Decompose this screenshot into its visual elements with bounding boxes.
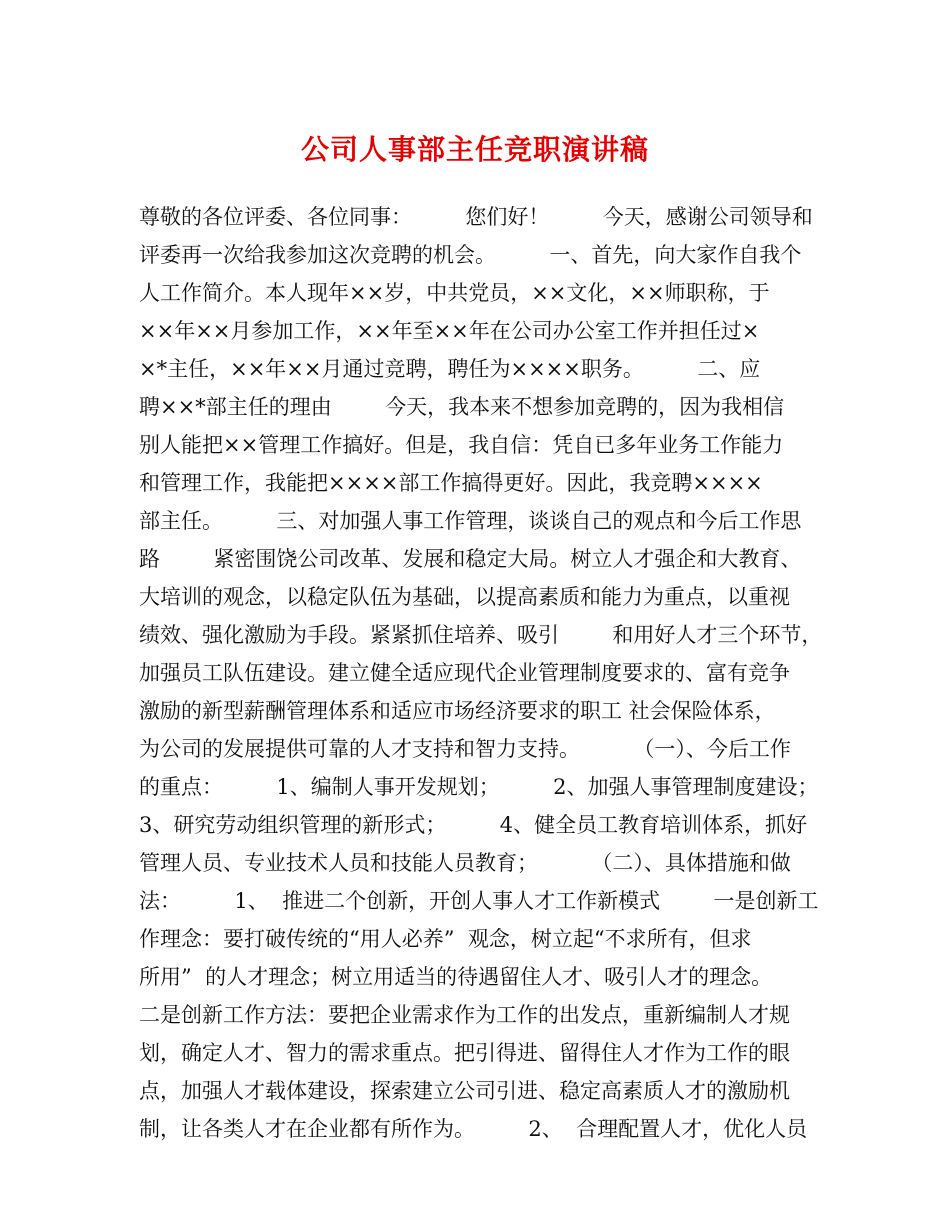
document-body xyxy=(139,198,839,1148)
body-line: ××年××月参加工作，××年至××年在公司办公室工作并担任过× xyxy=(139,319,760,343)
body-line: 绩效、强化激励为手段。紧紧抓住培养、吸引 和用好人才三个环节， xyxy=(139,623,823,647)
body-line: 制，让各类人才在企业都有所作为。 2、 合理配置人才，优化人员 xyxy=(139,1117,808,1141)
body-line: 划，确定人才、智力的需求重点。把引得进、留得住人才作为工作的眼 xyxy=(139,1041,790,1065)
body-line: 部主任。 三、对加强人事工作管理，谈谈自己的观点和今后工作思 xyxy=(139,509,802,533)
body-line: 法： 1、 推进二个创新，开创人事人才工作新模式 一是创新工 xyxy=(139,889,819,913)
body-line: 路 紧密围饶公司改革、发展和稳定大局。树立人才强企和大教育、 xyxy=(139,547,802,571)
body-line: 为公司的发展提供可靠的人才支持和智力支持。 （一）、今后工作 xyxy=(139,737,791,761)
document-title: 公司人事部主任竞职演讲稿 xyxy=(300,133,649,166)
body-line: 二是创新工作方法：要把企业需求作为工作的出发点，重新编制人才规 xyxy=(139,1003,790,1027)
body-line: 和管理工作，我能把××××部工作搞得更好。因此，我竞聘×××× xyxy=(139,471,763,495)
body-line: 加强员工队伍建设。建立健全适应现代企业管理制度要求的、富有竞争 xyxy=(139,661,790,685)
body-line: 人工作简介。本人现年××岁，中共党员，××文化，××师职称，于 xyxy=(139,281,770,305)
body-line: 作理念：要打破传统的“用人必养” 观念，树立起“不求所有，但求 xyxy=(139,927,752,951)
body-line: 管理人员、专业技术人员和技能人员教育； （二）、具体措施和做 xyxy=(139,851,791,875)
body-line: 所用” 的人才理念；树立用适当的待遇留住人才、吸引人才的理念。 xyxy=(139,965,773,989)
body-line: 别人能把××管理工作搞好。但是，我自信：凭自已多年业务工作能力 xyxy=(139,433,784,457)
body-line: 激励的新型薪酬管理体系和适应市场经济要求的职工 社会保险体系， xyxy=(139,699,776,723)
body-line: 3、研究劳动组织管理的新形式； 4、健全员工教育培训体系，抓好 xyxy=(139,813,808,837)
body-line: 的重点： 1、编制人事开发规划； 2、加强人事管理制度建设； xyxy=(139,775,819,799)
body-line: 尊敬的各位评委、各位同事： 您们好！ 今天，感谢公司领导和 xyxy=(139,205,813,229)
body-line: 大培训的观念，以稳定队伍为基础，以提高素质和能力为重点，以重视 xyxy=(139,585,790,609)
body-line: ×*主任，××年××月通过竞聘，聘任为××××职务。 二、应 xyxy=(139,357,761,381)
body-line: 评委再一次给我参加这次竞聘的机会。 一、首先，向大家作自我个 xyxy=(139,243,802,267)
body-line: 点，加强人才载体建设，探索建立公司引进、稳定高素质人才的激励机 xyxy=(139,1079,790,1103)
body-line: 聘××*部主任的理由 今天，我本来不想参加竞聘的，因为我相信 xyxy=(139,395,785,419)
